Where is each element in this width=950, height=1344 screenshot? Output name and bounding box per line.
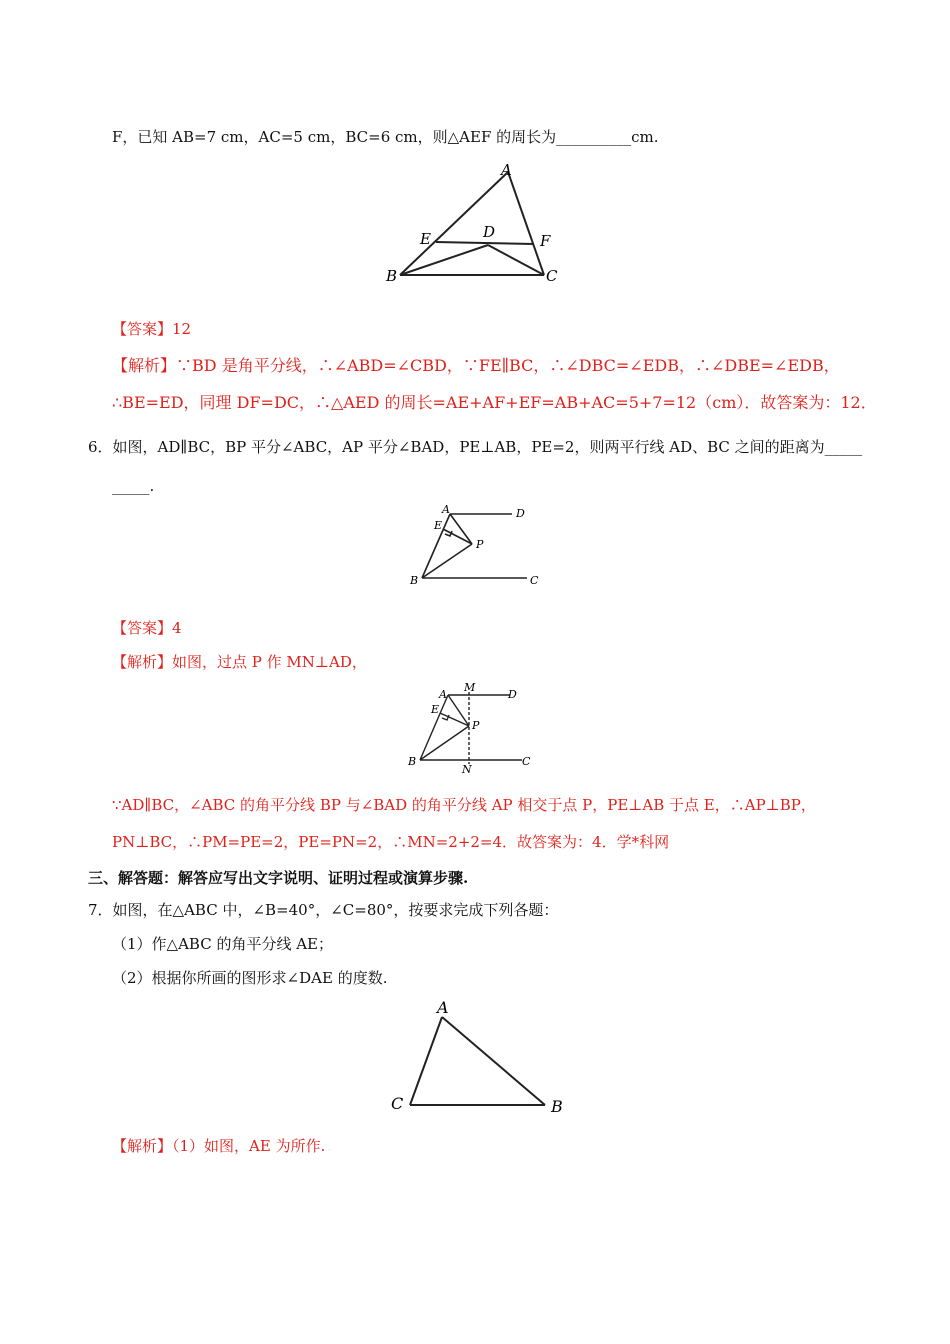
q7-side-ac: [410, 1017, 442, 1105]
q6-analysis-line2: PN⊥BC，∴PM=PE=2，PE=PN=2，∴MN=2+2=4．故答案为：4．学*科网: [112, 833, 670, 851]
q5-label-f: F: [540, 232, 551, 250]
q5-analysis-line2: ∴BE=ED，同理 DF=DC，∴△AED 的周长=AE+AF+EF=AB+AC=5+7=12（cm）．故答案为：12．: [112, 393, 877, 412]
q6-answer-tag: 【答案】: [112, 619, 173, 637]
q5-label-b: B: [386, 267, 398, 285]
q6-analysis-intro-line: [112, 652, 367, 672]
q7-analysis-text: （1）如图，AE 为所作.: [172, 1137, 326, 1155]
q7-figure: [385, 995, 575, 1120]
q7-label-c: C: [391, 1094, 404, 1113]
q5-figure: [380, 160, 570, 290]
q5-segment-bd: [400, 245, 488, 275]
q6-stem-line1: 6．如图，AD∥BC，BP 平分∠ABC，AP 平分∠BAD，PE⊥AB，PE=2，则两平行线 AD、BC 之间的距离为_____: [88, 438, 863, 456]
q6-answer-value: 4: [172, 619, 182, 637]
q6s-label-c: C: [522, 755, 531, 768]
q5-answer: [112, 319, 191, 339]
q5-analysis-text1: ∵BD 是角平分线，∴∠ABD=∠CBD，∵FE∥BC，∴∠DBC=∠EDB，∴∠DBE=∠EDB，: [176, 356, 840, 375]
q6-label-a: A: [442, 503, 450, 516]
q7-side-ab: [442, 1017, 545, 1105]
q6-answer: [112, 618, 182, 638]
q6s-label-m: M: [464, 681, 476, 694]
q6-analysis-tag: 【解析】: [112, 653, 173, 671]
q6-solution-figure: [398, 680, 548, 775]
q6-stem-line2: _____.: [112, 477, 155, 495]
q6s-label-b: B: [408, 755, 417, 768]
section3-heading: 三、解答题：解答应写出文字说明、证明过程或演算步骤.: [88, 869, 469, 887]
q6s-label-n: N: [462, 763, 472, 776]
q6-label-b: B: [410, 574, 419, 587]
q7-label-b: B: [551, 1097, 563, 1116]
q5-label-a: A: [501, 161, 512, 179]
q6s-label-p: P: [472, 719, 480, 732]
q6-label-c: C: [530, 574, 539, 587]
q6-label-p: P: [476, 538, 484, 551]
q7-analysis: [112, 1136, 325, 1156]
q6s-label-a: A: [439, 688, 447, 701]
q5-label-e: E: [420, 230, 431, 248]
q5-label-c: C: [546, 267, 558, 285]
q6-analysis-line1: ∵AD∥BC，∠ABC 的角平分线 BP 与∠BAD 的角平分线 AP 相交于点 P，PE⊥AB 于点 E，∴AP⊥BP，: [112, 796, 816, 814]
q5-analysis-line1: [112, 356, 840, 376]
q6s-label-d: D: [508, 688, 517, 701]
q5-segment-ef: [436, 242, 534, 244]
q7-stem: 7．如图，在△ABC 中，∠B=40°，∠C=80°，按要求完成下列各题：: [88, 901, 559, 919]
q5-stem-tail: F，已知 AB=7 cm，AC=5 cm，BC=6 cm，则△AEF 的周长为__________cm.: [112, 128, 659, 146]
q6-figure: [400, 500, 550, 595]
q6-label-d: D: [516, 507, 525, 520]
q5-analysis-tag: 【解析】: [112, 356, 177, 375]
q5-answer-value: 12: [172, 320, 192, 338]
q7-part2: （2）根据你所画的图形求∠DAE 的度数.: [112, 969, 388, 987]
q5-answer-tag: 【答案】: [112, 320, 173, 338]
q6-label-e: E: [434, 519, 443, 532]
q6-segment-pe: [443, 529, 472, 544]
q7-analysis-tag: 【解析】: [112, 1137, 173, 1155]
q6s-label-e: E: [431, 703, 440, 716]
q6-segment-ap: [450, 514, 472, 544]
q5-label-d: D: [483, 223, 496, 241]
q7-part1: （1）作△ABC 的角平分线 AE；: [112, 935, 334, 953]
q6-analysis-intro: 如图，过点 P 作 MN⊥AD，: [172, 653, 367, 671]
q7-label-a: A: [437, 998, 449, 1017]
